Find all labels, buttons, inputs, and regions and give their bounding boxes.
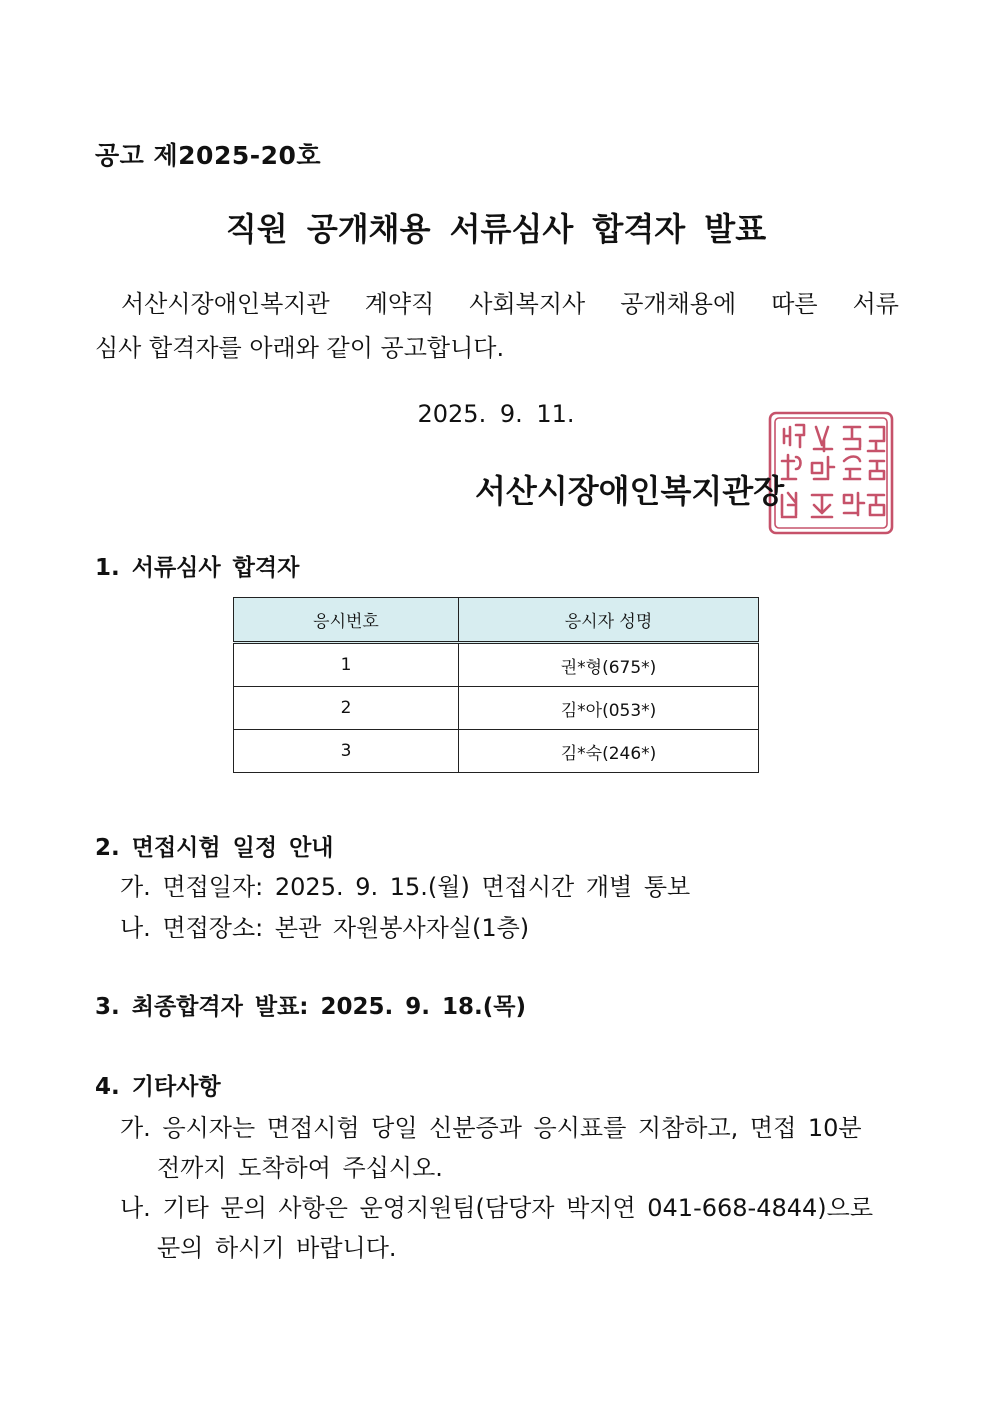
- pass-list-table: [233, 597, 759, 773]
- notice-date: 2025. 9. 11.: [417, 400, 575, 428]
- other-item-2-line-1: 나. 기타 문의 사항은 운영지원팀(담당자 박지연 041-668-4844)으로: [120, 1194, 874, 1222]
- column-header-number: 응시번호: [234, 598, 459, 643]
- applicant-name: 김*숙(246*): [459, 730, 759, 773]
- other-item-1-line-1: 가. 응시자는 면접시험 당일 신분증과 응시표를 지참하고, 면접 10분: [120, 1114, 862, 1142]
- table-row: [234, 687, 759, 730]
- notice-number: 공고 제2025-20호: [95, 141, 322, 170]
- section-1-heading: 1. 서류심사 합격자: [95, 555, 300, 581]
- organization-name: 서산시장애인복지관장: [475, 472, 785, 510]
- applicant-name: 김*아(053*): [459, 687, 759, 730]
- intro-line-1: 서산시장애인복지관 계약직 사회복지사 공개채용에 따른 서류: [121, 290, 899, 318]
- applicant-number: 2: [234, 687, 459, 730]
- applicant-number: 3: [234, 730, 459, 773]
- intro-line-2: 심사 합격자를 아래와 같이 공고합니다.: [95, 334, 505, 362]
- other-item-2-line-2: 문의 하시기 바랍니다.: [157, 1234, 397, 1262]
- section-4-heading: 4. 기타사항: [95, 1074, 221, 1100]
- page-title: 직원 공개채용 서류심사 합격자 발표: [225, 210, 767, 248]
- column-header-name: 응시자 성명: [459, 598, 759, 643]
- official-seal-icon: [766, 409, 896, 537]
- table-header-row: [234, 598, 759, 643]
- applicant-number: 1: [234, 643, 459, 687]
- section-3-heading: 3. 최종합격자 발표: 2025. 9. 18.(목): [95, 994, 526, 1020]
- section-2-heading: 2. 면접시험 일정 안내: [95, 835, 334, 861]
- interview-date-item: 가. 면접일자: 2025. 9. 15.(월) 면접시간 개별 통보: [120, 873, 691, 901]
- other-item-1-line-2: 전까지 도착하여 주십시오.: [157, 1154, 443, 1182]
- interview-place-item: 나. 면접장소: 본관 자원봉사자실(1층): [120, 914, 530, 942]
- table-row: [234, 643, 759, 687]
- table-row: [234, 730, 759, 773]
- applicant-name: 권*형(675*): [459, 643, 759, 687]
- intro-paragraph: [95, 282, 899, 370]
